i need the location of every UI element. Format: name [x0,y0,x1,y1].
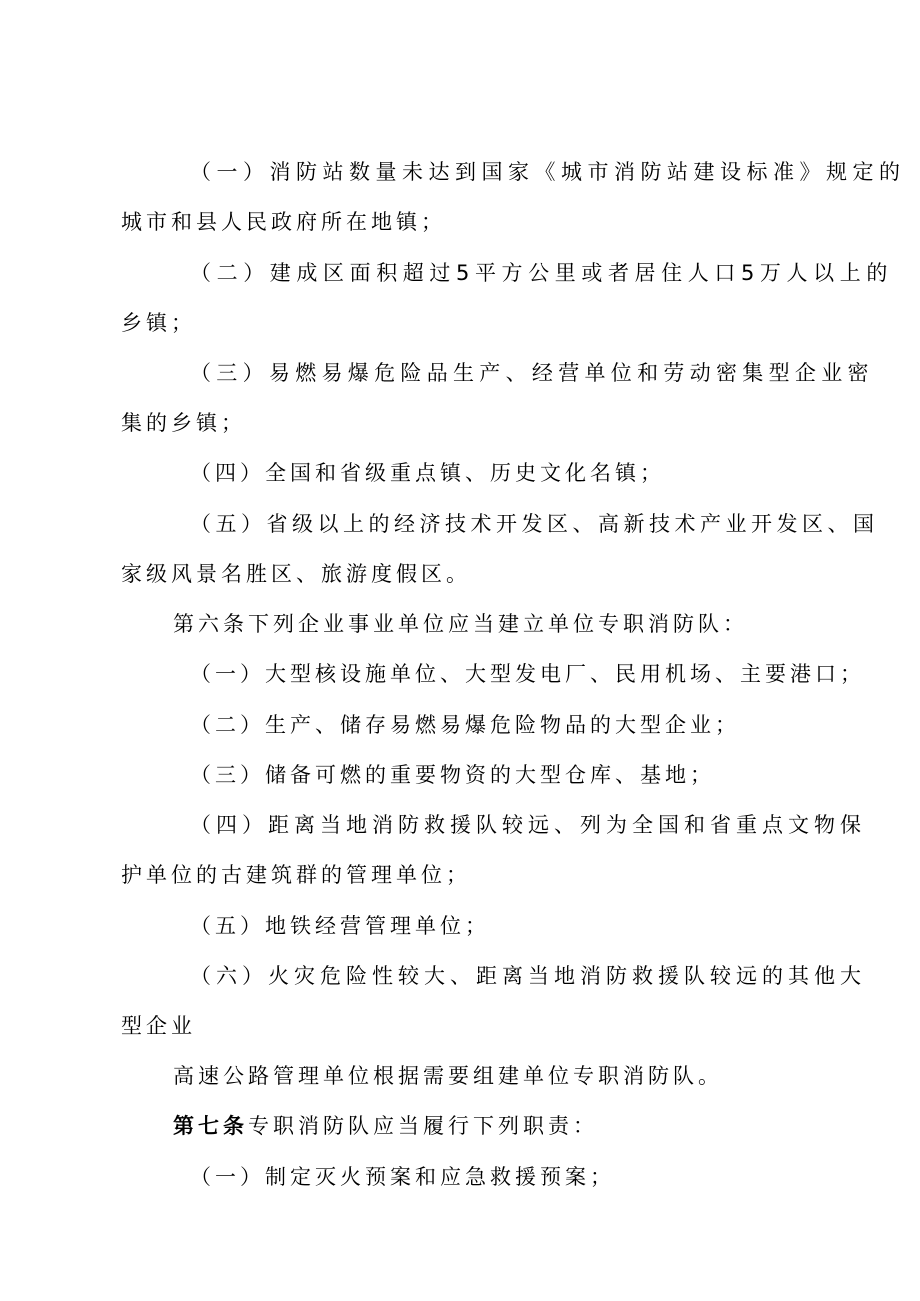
paragraph-line: 高速公路管理单位根据需要组建单位专职消防队。 [173,1064,723,1088]
paragraph-line: （四）全国和省级重点镇、历史文化名镇； [190,461,665,485]
paragraph-line: （二）生产、储存易燃易爆危险物品的大型企业； [190,713,740,737]
paragraph-line: 集的乡镇； [121,411,246,435]
article-7-number: 第七条 [173,1114,248,1138]
article-7-heading [173,1111,598,1141]
paragraph-line: 城市和县人民政府所在地镇； [121,210,446,234]
paragraph-line: （二）建成区面积超过5平方公里或者居住人口5万人以上的 [190,261,893,285]
paragraph-line: （三）储备可燃的重要物资的大型仓库、基地； [190,763,715,787]
paragraph-line: 护单位的古建筑群的管理单位； [121,863,471,887]
paragraph-line: （五）省级以上的经济技术开发区、高新技术产业开发区、国 [190,512,879,536]
paragraph-line: （六）火灾危险性较大、距离当地消防救援队较远的其他大 [190,964,866,988]
paragraph-line: 型企业 [121,1014,196,1038]
paragraph-line: 家级风景名胜区、旅游度假区。 [121,562,471,586]
paragraph-line: （一）大型核设施单位、大型发电厂、民用机场、主要港口； [190,662,865,686]
article-7-text: 专职消防队应当履行下列职责： [248,1114,598,1138]
paragraph-line: （三）易燃易爆危险品生产、经营单位和劳动密集型企业密 [190,361,874,385]
paragraph-line: （五）地铁经营管理单位； [190,914,490,938]
paragraph-line: 乡镇； [121,311,196,335]
paragraph-line: 第六条下列企业事业单位应当建立单位专职消防队： [173,612,748,636]
paragraph-line: （一）制定灭火预案和应急救援预案； [190,1165,615,1189]
paragraph-line: （四）距离当地消防救援队较远、列为全国和省重点文物保 [190,813,866,837]
paragraph-line: （一）消防站数量未达到国家《城市消防站建设标准》规定的 [190,160,906,184]
